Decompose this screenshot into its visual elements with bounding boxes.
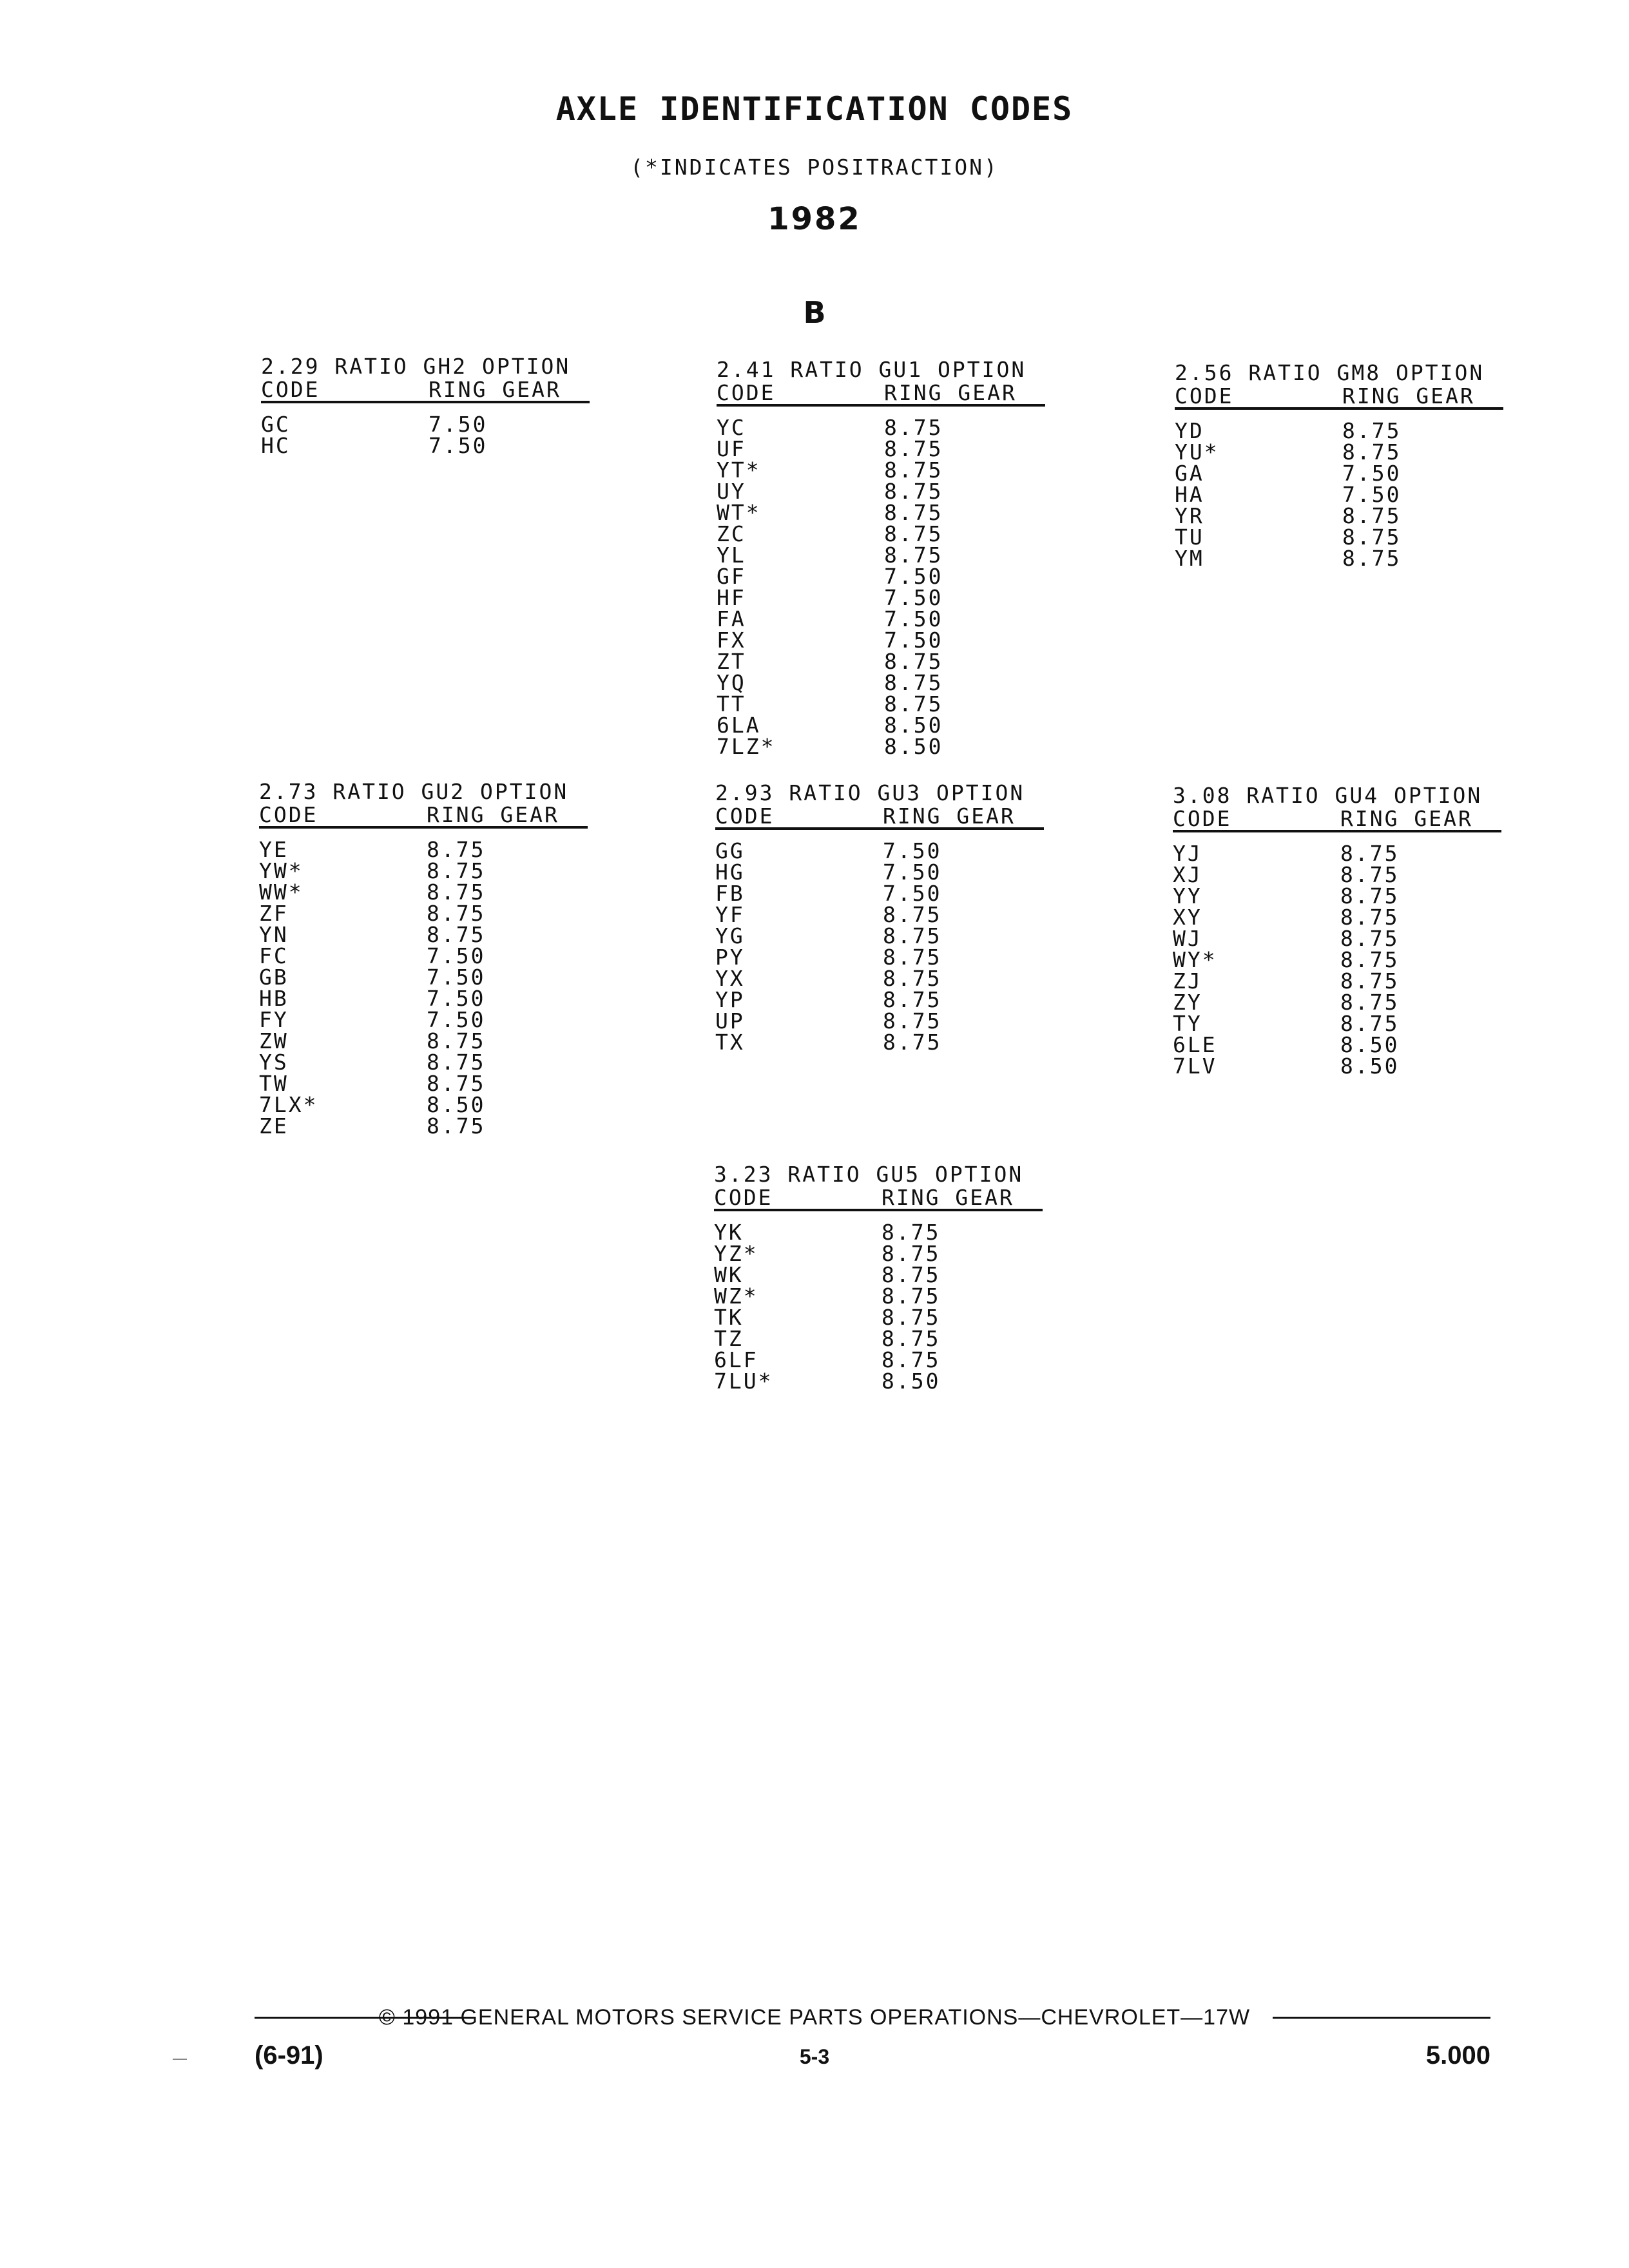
ring-gear-size: 8.75 bbox=[884, 649, 943, 674]
ring-gear-size: 8.75 bbox=[882, 1262, 941, 1287]
ring-gear-size: 8.75 bbox=[1340, 862, 1400, 887]
table-row bbox=[714, 1328, 1075, 1349]
table-row bbox=[259, 1009, 620, 1030]
table-row bbox=[717, 608, 1077, 629]
column-headers bbox=[714, 1187, 1075, 1209]
footer-doc-number: 5.000 bbox=[1425, 2041, 1490, 2070]
table-row bbox=[715, 925, 1076, 947]
table-row bbox=[259, 839, 620, 860]
axle-code: HF bbox=[717, 585, 746, 610]
footer-page-number: 5-3 bbox=[799, 2045, 830, 2068]
axle-code: GA bbox=[1175, 461, 1204, 486]
axle-code: WY* bbox=[1173, 947, 1217, 972]
axle-code: TX bbox=[715, 1030, 745, 1055]
axle-code: 7LZ* bbox=[717, 734, 776, 759]
ring-gear-size: 8.75 bbox=[884, 436, 943, 461]
table-row bbox=[259, 1052, 620, 1073]
ring-gear-size: 8.75 bbox=[884, 543, 943, 568]
ring-gear-size: 8.50 bbox=[882, 1369, 941, 1394]
table-row bbox=[1173, 992, 1534, 1013]
ring-gear-column-label: RING GEAR bbox=[1340, 806, 1473, 831]
axle-code: YJ bbox=[1173, 841, 1202, 866]
table-row bbox=[715, 1032, 1076, 1053]
ring-gear-column-label: RING GEAR bbox=[882, 1185, 1014, 1210]
ring-gear-size: 8.75 bbox=[882, 1347, 941, 1372]
ring-gear-size: 7.50 bbox=[884, 585, 943, 610]
table-row bbox=[259, 945, 620, 966]
axle-code: YC bbox=[717, 415, 746, 440]
table-row bbox=[1173, 843, 1534, 864]
ring-gear-size: 8.75 bbox=[882, 1241, 941, 1266]
ring-gear-column-label: RING GEAR bbox=[429, 377, 561, 402]
axle-code: UP bbox=[715, 1008, 745, 1033]
ring-gear-size: 8.75 bbox=[427, 858, 486, 883]
ring-gear-size: 8.75 bbox=[427, 1050, 486, 1075]
code-column-label: CODE bbox=[261, 377, 320, 402]
ring-gear-size: 7.50 bbox=[884, 606, 943, 631]
table-header: 2.93 RATIO GU3 OPTION bbox=[715, 780, 1025, 805]
table-header: 2.29 RATIO GH2 OPTION bbox=[261, 354, 571, 379]
ring-gear-size: 8.75 bbox=[884, 479, 943, 504]
table-row bbox=[1173, 949, 1534, 970]
section-letter: B bbox=[803, 295, 826, 330]
ring-gear-size: 7.50 bbox=[1342, 461, 1402, 486]
ratio-table-3-23 bbox=[714, 1164, 1075, 1392]
axle-code: WK bbox=[714, 1262, 744, 1287]
axle-code: YW* bbox=[259, 858, 304, 883]
axle-code: YQ bbox=[717, 670, 746, 695]
table-row bbox=[1175, 548, 1536, 569]
ring-gear-size: 7.50 bbox=[429, 412, 488, 437]
axle-code: TY bbox=[1173, 1011, 1202, 1036]
footer-rule-right bbox=[1273, 2017, 1490, 2019]
table-row bbox=[717, 566, 1077, 587]
ring-gear-size: 7.50 bbox=[427, 965, 486, 990]
table-row bbox=[715, 947, 1076, 968]
axle-code: XY bbox=[1173, 905, 1202, 930]
axle-code: YG bbox=[715, 923, 745, 948]
table-row bbox=[717, 481, 1077, 502]
ring-gear-size: 7.50 bbox=[427, 1007, 486, 1032]
ring-gear-size: 8.75 bbox=[884, 691, 943, 716]
table-row bbox=[714, 1222, 1075, 1243]
ring-gear-size: 8.50 bbox=[884, 713, 943, 738]
axle-code: YD bbox=[1175, 418, 1204, 443]
ring-gear-size: 8.75 bbox=[1340, 1011, 1400, 1036]
axle-code: YM bbox=[1175, 546, 1204, 571]
ring-gear-size: 7.50 bbox=[884, 628, 943, 653]
code-column-label: CODE bbox=[1173, 806, 1232, 831]
ring-gear-size: 8.75 bbox=[882, 1283, 941, 1309]
table-row bbox=[714, 1243, 1075, 1264]
table-row bbox=[259, 860, 620, 881]
ring-gear-size: 8.75 bbox=[1340, 926, 1400, 951]
axle-code: YS bbox=[259, 1050, 289, 1075]
ring-gear-size: 7.50 bbox=[883, 838, 942, 863]
ring-gear-column-label: RING GEAR bbox=[884, 380, 1017, 405]
axle-code: HB bbox=[259, 986, 289, 1011]
table-header: 2.56 RATIO GM8 OPTION bbox=[1175, 360, 1485, 385]
ring-gear-size: 8.75 bbox=[1342, 439, 1402, 465]
code-column-label: CODE bbox=[1175, 383, 1234, 408]
axle-code: TW bbox=[259, 1071, 289, 1096]
axle-code: YR bbox=[1175, 503, 1204, 528]
ring-gear-size: 8.75 bbox=[1340, 947, 1400, 972]
ring-gear-size: 8.75 bbox=[882, 1326, 941, 1351]
ring-gear-size: 8.75 bbox=[883, 902, 942, 927]
table-row bbox=[259, 966, 620, 988]
ring-gear-size: 7.50 bbox=[883, 881, 942, 906]
table-row bbox=[715, 989, 1076, 1010]
ring-gear-size: 8.75 bbox=[882, 1305, 941, 1330]
axle-code: WZ* bbox=[714, 1283, 758, 1309]
ring-gear-size: 8.75 bbox=[427, 1113, 486, 1139]
axle-code: TT bbox=[717, 691, 746, 716]
axle-code: YT* bbox=[717, 457, 761, 483]
ring-gear-size: 8.75 bbox=[884, 521, 943, 546]
table-row bbox=[715, 904, 1076, 925]
table-row bbox=[717, 736, 1077, 757]
table-header: 2.41 RATIO GU1 OPTION bbox=[717, 357, 1027, 382]
table-header: 2.73 RATIO GU2 OPTION bbox=[259, 779, 569, 804]
axle-code: GC bbox=[261, 412, 291, 437]
ring-gear-size: 8.75 bbox=[1340, 883, 1400, 908]
table-row bbox=[715, 840, 1076, 861]
ring-gear-size: 8.75 bbox=[1342, 418, 1402, 443]
ring-gear-size: 7.50 bbox=[884, 564, 943, 589]
ratio-table-3-08 bbox=[1173, 785, 1534, 1077]
ring-gear-size: 8.75 bbox=[1342, 546, 1402, 571]
axle-code: 6LF bbox=[714, 1347, 758, 1372]
table-row bbox=[1175, 526, 1536, 548]
ring-gear-size: 8.75 bbox=[427, 901, 486, 926]
ratio-table-2-29 bbox=[261, 356, 622, 456]
ring-gear-size: 8.75 bbox=[427, 922, 486, 947]
ring-gear-size: 8.75 bbox=[1342, 503, 1402, 528]
model-year: 1982 bbox=[767, 201, 862, 237]
ring-gear-size: 8.75 bbox=[884, 415, 943, 440]
axle-code: YK bbox=[714, 1220, 744, 1245]
ring-gear-size: 8.75 bbox=[427, 837, 486, 862]
axle-code: 7LX* bbox=[259, 1092, 318, 1117]
table-row bbox=[1175, 441, 1536, 463]
page-title: AXLE IDENTIFICATION CODES bbox=[555, 90, 1074, 128]
ratio-table-2-73 bbox=[259, 781, 620, 1137]
column-headers bbox=[1175, 385, 1536, 407]
ring-gear-size: 8.75 bbox=[1340, 841, 1400, 866]
code-column-label: CODE bbox=[259, 802, 318, 827]
ring-gear-column-label: RING GEAR bbox=[883, 803, 1016, 829]
table-row bbox=[715, 1010, 1076, 1032]
axle-code: GG bbox=[715, 838, 745, 863]
table-row bbox=[259, 903, 620, 924]
ring-gear-size: 8.75 bbox=[883, 923, 942, 948]
ring-gear-size: 8.75 bbox=[882, 1220, 941, 1245]
ring-gear-size: 8.75 bbox=[883, 1030, 942, 1055]
ring-gear-size: 8.75 bbox=[427, 879, 486, 905]
column-headers bbox=[715, 805, 1076, 827]
table-row bbox=[717, 417, 1077, 438]
ring-gear-size: 8.75 bbox=[883, 966, 942, 991]
ratio-table-2-41 bbox=[717, 359, 1077, 757]
table-row bbox=[1175, 505, 1536, 526]
axle-code: WT* bbox=[717, 500, 761, 525]
ring-gear-size: 8.75 bbox=[1340, 905, 1400, 930]
table-row bbox=[717, 587, 1077, 608]
column-headers bbox=[259, 804, 620, 826]
column-headers bbox=[717, 382, 1077, 404]
table-row bbox=[259, 988, 620, 1009]
table-row bbox=[717, 651, 1077, 672]
axle-code: HC bbox=[261, 433, 291, 458]
table-row bbox=[715, 883, 1076, 904]
axle-code: ZC bbox=[717, 521, 746, 546]
axle-code: 6LE bbox=[1173, 1032, 1217, 1057]
axle-code: YE bbox=[259, 837, 289, 862]
table-header: 3.08 RATIO GU4 OPTION bbox=[1173, 783, 1483, 808]
ring-gear-size: 7.50 bbox=[883, 860, 942, 885]
axle-code: ZT bbox=[717, 649, 746, 674]
ring-gear-size: 8.75 bbox=[1340, 968, 1400, 994]
axle-code: ZY bbox=[1173, 990, 1202, 1015]
table-row bbox=[714, 1370, 1075, 1392]
table-row bbox=[717, 438, 1077, 459]
axle-code: FB bbox=[715, 881, 745, 906]
table-row bbox=[717, 715, 1077, 736]
axle-code: HA bbox=[1175, 482, 1204, 507]
table-row bbox=[259, 881, 620, 903]
axle-code: 6LA bbox=[717, 713, 761, 738]
table-row bbox=[1173, 1013, 1534, 1034]
axle-code: ZF bbox=[259, 901, 289, 926]
ring-gear-size: 7.50 bbox=[427, 943, 486, 968]
table-row bbox=[717, 629, 1077, 651]
table-row bbox=[717, 523, 1077, 544]
code-column-label: CODE bbox=[715, 803, 775, 829]
axle-code: HG bbox=[715, 860, 745, 885]
column-headers bbox=[261, 379, 622, 401]
axle-code: FA bbox=[717, 606, 746, 631]
table-row bbox=[261, 414, 622, 435]
table-row bbox=[717, 459, 1077, 481]
column-headers bbox=[1173, 808, 1534, 830]
axle-code: 7LV bbox=[1173, 1053, 1217, 1079]
axle-code: GB bbox=[259, 965, 289, 990]
ring-gear-column-label: RING GEAR bbox=[427, 802, 559, 827]
code-column-label: CODE bbox=[717, 380, 776, 405]
axle-code: YX bbox=[715, 966, 745, 991]
axle-code: YZ* bbox=[714, 1241, 758, 1266]
ring-gear-size: 8.50 bbox=[1340, 1032, 1400, 1057]
axle-code: WJ bbox=[1173, 926, 1202, 951]
table-row bbox=[714, 1349, 1075, 1370]
table-row bbox=[1173, 928, 1534, 949]
axle-code: XJ bbox=[1173, 862, 1202, 887]
table-header: 3.23 RATIO GU5 OPTION bbox=[714, 1162, 1024, 1187]
ring-gear-column-label: RING GEAR bbox=[1342, 383, 1475, 408]
table-row bbox=[715, 861, 1076, 883]
axle-code: YN bbox=[259, 922, 289, 947]
table-row bbox=[1173, 885, 1534, 907]
axle-code: TU bbox=[1175, 524, 1204, 550]
table-row bbox=[259, 1115, 620, 1137]
ratio-table-2-93 bbox=[715, 782, 1076, 1053]
footer-copyright: © 1991 GENERAL MOTORS SERVICE PARTS OPERATIONS—CHEVROLET—17W bbox=[378, 2005, 1251, 2030]
ratio-table-2-56 bbox=[1175, 362, 1536, 569]
axle-code: YP bbox=[715, 987, 745, 1012]
code-column-label: CODE bbox=[714, 1185, 773, 1210]
ring-gear-size: 8.75 bbox=[1340, 990, 1400, 1015]
table-row bbox=[1175, 463, 1536, 484]
axle-code: UF bbox=[717, 436, 746, 461]
ring-gear-size: 8.75 bbox=[427, 1028, 486, 1053]
table-row bbox=[259, 1073, 620, 1094]
table-row bbox=[715, 968, 1076, 989]
table-row bbox=[717, 672, 1077, 693]
ring-gear-size: 8.75 bbox=[883, 945, 942, 970]
table-row bbox=[1175, 420, 1536, 441]
ring-gear-size: 8.75 bbox=[1342, 524, 1402, 550]
axle-code: FY bbox=[259, 1007, 289, 1032]
table-row bbox=[717, 693, 1077, 715]
axle-code: PY bbox=[715, 945, 745, 970]
ring-gear-size: 7.50 bbox=[1342, 482, 1402, 507]
ring-gear-size: 8.75 bbox=[884, 670, 943, 695]
table-row bbox=[714, 1285, 1075, 1307]
footer-revision-date: (6-91) bbox=[255, 2041, 323, 2070]
table-row bbox=[1173, 907, 1534, 928]
axle-code: FX bbox=[717, 628, 746, 653]
ring-gear-size: 8.50 bbox=[884, 734, 943, 759]
ring-gear-size: 7.50 bbox=[427, 986, 486, 1011]
axle-code: TZ bbox=[714, 1326, 744, 1351]
ring-gear-size: 8.50 bbox=[427, 1092, 486, 1117]
axle-code: YU* bbox=[1175, 439, 1219, 465]
axle-code: TK bbox=[714, 1305, 744, 1330]
page-subtitle: (*INDICATES POSITRACTION) bbox=[630, 155, 999, 180]
ring-gear-size: 8.75 bbox=[884, 500, 943, 525]
axle-code: ZJ bbox=[1173, 968, 1202, 994]
ring-gear-size: 8.75 bbox=[884, 457, 943, 483]
axle-code: 7LU* bbox=[714, 1369, 773, 1394]
axle-code: GF bbox=[717, 564, 746, 589]
ring-gear-size: 8.75 bbox=[427, 1071, 486, 1096]
table-row bbox=[259, 1030, 620, 1052]
axle-code: YF bbox=[715, 902, 745, 927]
axle-code: FC bbox=[259, 943, 289, 968]
table-row bbox=[1173, 1055, 1534, 1077]
ring-gear-size: 7.50 bbox=[429, 433, 488, 458]
table-row bbox=[717, 502, 1077, 523]
axle-code: WW* bbox=[259, 879, 304, 905]
table-row bbox=[261, 435, 622, 456]
scan-mark bbox=[173, 2059, 187, 2060]
axle-code: ZE bbox=[259, 1113, 289, 1139]
axle-code: YL bbox=[717, 543, 746, 568]
ring-gear-size: 8.50 bbox=[1340, 1053, 1400, 1079]
table-row bbox=[1173, 970, 1534, 992]
axle-code: UY bbox=[717, 479, 746, 504]
ring-gear-size: 8.75 bbox=[883, 987, 942, 1012]
table-row bbox=[1173, 864, 1534, 885]
table-row bbox=[259, 1094, 620, 1115]
table-row bbox=[1173, 1034, 1534, 1055]
table-row bbox=[714, 1264, 1075, 1285]
axle-code: YY bbox=[1173, 883, 1202, 908]
table-row bbox=[259, 924, 620, 945]
axle-code: ZW bbox=[259, 1028, 289, 1053]
table-row bbox=[717, 544, 1077, 566]
table-row bbox=[714, 1307, 1075, 1328]
ring-gear-size: 8.75 bbox=[883, 1008, 942, 1033]
table-row bbox=[1175, 484, 1536, 505]
